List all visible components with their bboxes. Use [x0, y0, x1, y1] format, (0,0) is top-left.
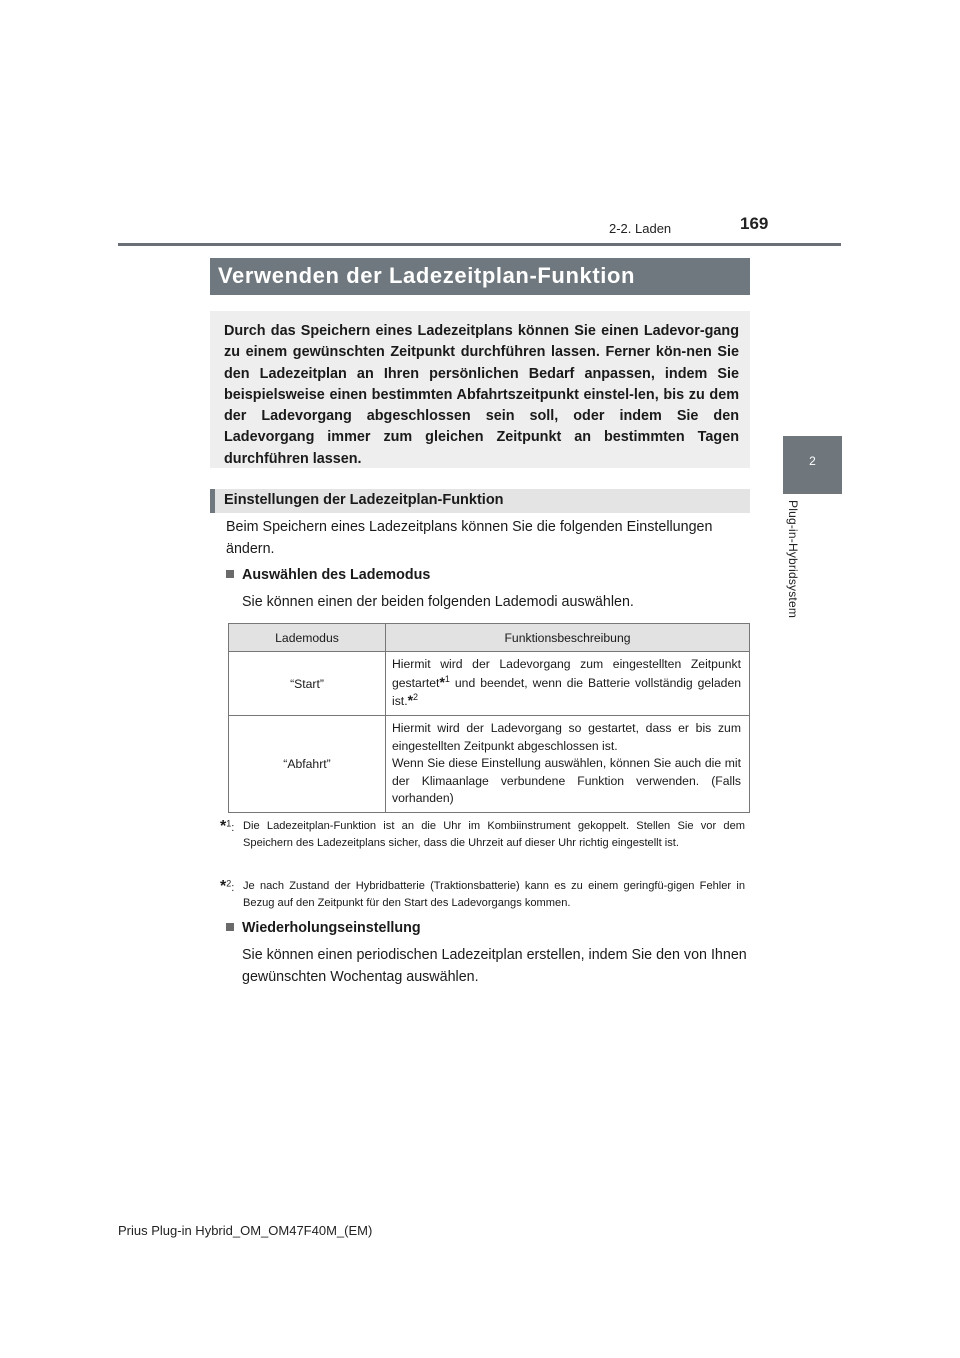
- table-header-description: Funktionsbeschreibung: [386, 624, 750, 652]
- description-cell: Hiermit wird der Ladevorgang so gestartet, dass er bis zum eingestellten Zeitpunkt abgeschlossen ist. Wenn Sie diese Einstellung auswählen, können Sie auch die mit der Klimaanlage verbundene Funktion verwenden. (Falls vorhanden): [386, 716, 750, 813]
- footnote-marker: *$^1$:: [220, 818, 235, 835]
- table-header-row: [229, 624, 750, 652]
- page-number: 169: [740, 214, 769, 233]
- footnote-marker: *$^2$:: [220, 878, 235, 895]
- chapter-tab: [783, 436, 842, 494]
- mode-heading: [226, 567, 430, 583]
- chapter-label: Plug-in-Hybridsystem: [786, 500, 800, 619]
- repeat-text: Sie können einen periodischen Ladezeitplan erstellen, indem Sie den von Ihnen gewünschten Wochentag auswählen.: [242, 947, 747, 985]
- table-row: [229, 716, 750, 813]
- mode-heading-text: Auswählen des Lademodus: [242, 567, 431, 583]
- intro-text: Durch das Speichern eines Ladezeitplans können Sie einen Ladevor-gang zu einem gewünschten Zeitpunkt durchführen lassen. Ferner kön-nen Sie den Ladezeitplan an Ihren persönlichen Bedarf anpassen, indem Sie beispielsweise einen bestimmten Abfahrtszeitpunkt einstel-len, bis zu dem der Ladevorgang abgeschlossen sein soll, oder indem Sie den Ladevorgang immer zum gleichen Zeitpunkt an bestimmten Tagen durchführen lassen.: [224, 323, 739, 467]
- charge-mode-table: [228, 623, 750, 813]
- settings-intro: Beim Speichern eines Ladezeitplans können Sie die folgenden Einstellungen ändern.: [226, 519, 713, 557]
- footnote-text: Die Ladezeitplan-Funktion ist an die Uhr im Kombiinstrument gekoppelt. Stellen Sie vor dem Speichern des Ladezeitplans sicher, dass die Uhrzeit auf dieser Uhr richtig eingestellt ist.: [243, 820, 745, 849]
- footer-manual-id: Prius Plug-in Hybrid_OM_OM47F40M_(EM): [118, 1223, 373, 1238]
- section-title-bar: [210, 258, 750, 295]
- footnote-text: Je nach Zustand der Hybridbatterie (Traktionsbatterie) kann es zu einem geringfü-gigen Fehler in Bezug auf den Zeitpunkt für den Start des Ladevorgangs kommen.: [243, 880, 745, 909]
- footnote-1: [220, 818, 745, 852]
- mode-cell: “Abfahrt”: [229, 716, 386, 813]
- settings-heading-bar: [210, 489, 750, 513]
- repeat-heading-text: Wiederholungseinstellung: [242, 920, 421, 936]
- mode-cell: “Start”: [229, 652, 386, 716]
- settings-heading: Einstellungen der Ladezeitplan-Funktion: [224, 492, 504, 508]
- description-cell: Hiermit wird der Ladevorgang zum eingestellten Zeitpunkt gestartet*$^1$ und beendet, wenn die Batterie vollständig geladen ist.*$^2$: [386, 652, 750, 716]
- header-divider: [118, 243, 841, 246]
- section-reference: 2-2. Laden: [609, 221, 672, 236]
- footnote-2: [220, 878, 745, 912]
- square-bullet-icon: [226, 570, 234, 578]
- section-title: Verwenden der Ladezeitplan-Funktion: [218, 263, 636, 288]
- square-bullet-icon: [226, 923, 234, 931]
- mode-text: Sie können einen der beiden folgenden Lademodi auswählen.: [242, 594, 634, 610]
- chapter-number: 2: [809, 454, 816, 468]
- table-header-mode: Lademodus: [229, 624, 386, 652]
- intro-box: [210, 311, 750, 468]
- table-row: [229, 652, 750, 716]
- repeat-heading: [226, 920, 421, 936]
